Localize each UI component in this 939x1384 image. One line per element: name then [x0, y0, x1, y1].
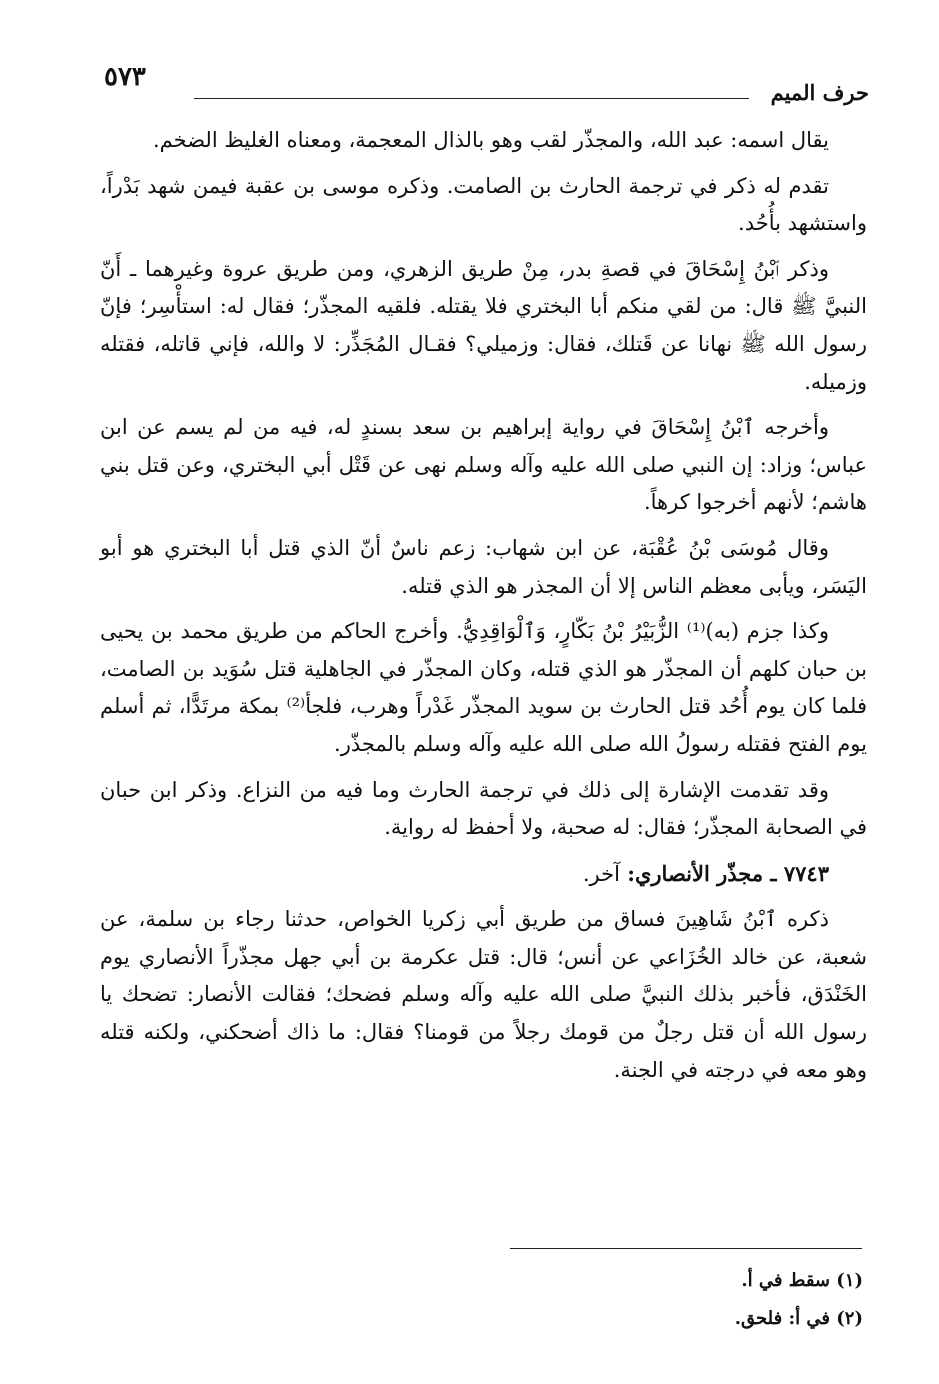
page-header	[104, 58, 869, 106]
footnote: (٢) في أ: فلحق.	[734, 1308, 863, 1329]
paragraph: تقدم له ذكر في ترجمة الحارث بن الصامت. وذكره موسى بن عقبة فيمن شهد بَدْراً، واستشهد بأُحُد.	[100, 173, 867, 236]
footnote: (١) سقط في أ.	[741, 1270, 863, 1291]
paragraph: وذكر ٱبْنُ إِسْحَاقَ في قصةِ بدر، مِنْ طريق الزهري، ومن طريق عروة وغيرهما ـ أَنّ النبيَّ ﷺ قال: من لقي منكم أبا البختري فلا يقتله. فلقيه المجذّر؛ فقال له: استأْسِر؛ فإنّ رسول الله ﷺ نهانا عن قَتلك، فقال: وزميلي؟ فقـال المُجَذِّر: لا والله، فإني قاتله، فقتله وزميله.	[100, 256, 867, 394]
paragraph: ذكره ٱبْنُ شَاهِينَ فساق من طريق أبي زكريا الخواص، حدثنا رجاء بن سلمة، عن شعبة، عن خالد الخُزَاعي عن أنس؛ قال: قتل عكرمة بن أبي جهل مجذّراً الأنصاري يوم الخَنْدَق، فأخبر بذلك النبيَّ صلى الله عليه وآله وسلم فضحك؛ فقالت الأنصار: تضحك يا رسول الله أن قتل رجلٌ من قومك رجلاً من قومنا؟ فقال: ما ذاك أضحكني، ولكنه قتله وهو معه في درجته في الجنة.	[100, 907, 867, 1082]
paragraph: وقال مُوسَى بْنُ عُقْبَة، عن ابن شهاب: زعم ناسٌ أنّ الذي قتل أبا البختري هو أبو اليَسَر، ويأبى معظم الناس إلا أن المجذر هو الذي قتله.	[100, 535, 867, 598]
page-number: ٥٧٣	[104, 62, 146, 92]
entry-number-title: ٧٧٤٣ ـ مجذّر الأنصاري:	[627, 860, 829, 886]
paragraph: يقال اسمه: عبد الله، والمجذّر لقب وهو بالذال المعجمة، ومعناه الغليظ الضخم.	[153, 128, 829, 152]
running-title: حرف الميم	[770, 80, 869, 105]
footnotes	[100, 1262, 863, 1338]
paragraph: وأخرجه ٱبْنُ إِسْحَاقَ في رواية إبراهيم بن سعد بسندٍ له، فيه من لم يسم عن ابن عباس؛ وزاد: إن النبي صلى الله عليه وآله وسلم نهى عن قَتْل أبي البختري، وعن قتل بني هاشم؛ لأنهم أخرجوا كرهاً.	[100, 415, 867, 515]
footnote-separator	[510, 1248, 862, 1249]
paragraph: وكذا جزم (به)⁽¹⁾ الزُّبَيْرُ بْنُ بَكّارٍ، وَٱلْوَاقِدِيُّ. وأخرج الحاكم من طريق محمد بن يحيى بن حبان كلهم أن المجذّر هو الذي قتله، وكان المجذّر في الجاهلية قتل سُوَيد بن الصامت، فلما كان يوم أُحُد قتل الحارث بن سويد المجذّر غَدْراً وهرب، فلجأ⁽²⁾ بمكة مرتَدًّا، ثم أسلم يوم الفتح فقتله رسولُ الله صلى الله عليه وآله وسلم بالمجذّر.	[100, 619, 867, 756]
entry-heading	[100, 855, 867, 894]
header-rule	[194, 98, 749, 99]
entry-note: آخر.	[582, 861, 620, 886]
paragraph: وقد تقدمت الإشارة إلى ذلك في ترجمة الحارث وما فيه من النزاع. وذكر ابن حبان في الصحابة المجذّر؛ فقال: له صحبة، ولا أحفظ له رواية.	[100, 777, 867, 840]
main-text	[100, 122, 867, 1097]
